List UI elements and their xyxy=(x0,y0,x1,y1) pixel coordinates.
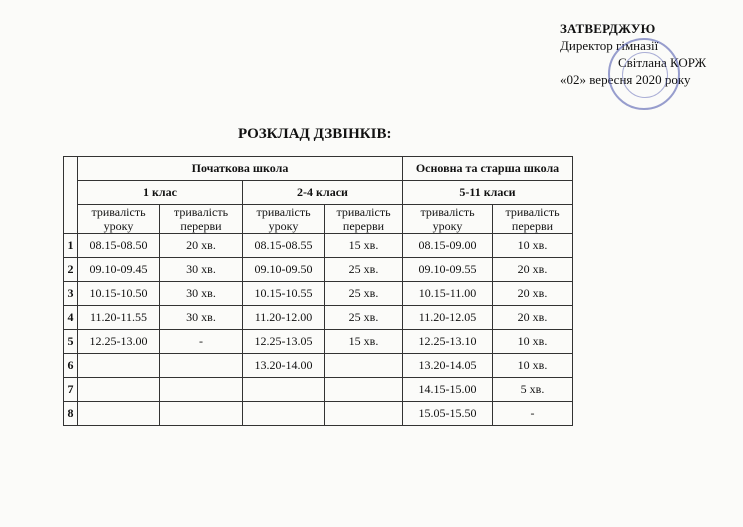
break-duration-cell: 20 хв. xyxy=(493,282,573,306)
break-duration-cell xyxy=(160,378,243,402)
lesson-time-cell: 14.15-15.00 xyxy=(403,378,493,402)
break-duration-cell: 20 хв. xyxy=(493,258,573,282)
lesson-time-cell: 11.20-11.55 xyxy=(78,306,160,330)
grade-header-2-4: 2-4 класи xyxy=(243,181,403,205)
lesson-time-cell: 13.20-14.05 xyxy=(403,354,493,378)
break-duration-cell: 25 хв. xyxy=(325,306,403,330)
lesson-time-cell xyxy=(243,378,325,402)
table-row xyxy=(64,378,573,402)
col-header: тривалість уроку xyxy=(78,205,160,234)
lesson-time-cell xyxy=(78,354,160,378)
col-header: тривалість перерви xyxy=(493,205,573,234)
lesson-time-cell: 12.25-13.05 xyxy=(243,330,325,354)
page-title: РОЗКЛАД ДЗВІНКІВ: xyxy=(238,126,392,142)
lesson-time-cell: 10.15-11.00 xyxy=(403,282,493,306)
lesson-time-cell: 09.10-09.50 xyxy=(243,258,325,282)
lesson-time-cell xyxy=(243,402,325,426)
lesson-number: 8 xyxy=(64,402,78,426)
table-row xyxy=(64,354,573,378)
table-row xyxy=(64,234,573,258)
grade-header-5-11: 5-11 класи xyxy=(403,181,573,205)
break-duration-cell: - xyxy=(160,330,243,354)
table-row xyxy=(64,402,573,426)
break-duration-cell: 30 хв. xyxy=(160,258,243,282)
break-duration-cell xyxy=(325,402,403,426)
lesson-time-cell: 12.25-13.00 xyxy=(78,330,160,354)
break-duration-cell: 5 хв. xyxy=(493,378,573,402)
approval-signatory: Світлана КОРЖ xyxy=(618,55,707,70)
lesson-time-cell: 08.15-09.00 xyxy=(403,234,493,258)
lesson-number: 7 xyxy=(64,378,78,402)
break-duration-cell xyxy=(325,378,403,402)
lesson-time-cell xyxy=(78,402,160,426)
lesson-time-cell: 10.15-10.55 xyxy=(243,282,325,306)
break-duration-cell: 20 хв. xyxy=(493,306,573,330)
approval-position: Директор гімназії xyxy=(560,38,659,53)
break-duration-cell: 15 хв. xyxy=(325,234,403,258)
break-duration-cell: 15 хв. xyxy=(325,330,403,354)
break-duration-cell: - xyxy=(493,402,573,426)
break-duration-cell: 10 хв. xyxy=(493,330,573,354)
lesson-time-cell: 08.15-08.50 xyxy=(78,234,160,258)
table-header-columns xyxy=(64,205,573,234)
lesson-time-cell: 15.05-15.50 xyxy=(403,402,493,426)
break-duration-cell: 30 хв. xyxy=(160,282,243,306)
table-header-groups xyxy=(64,157,573,181)
table-row xyxy=(64,306,573,330)
group-header-secondary: Основна та старша школа xyxy=(403,157,573,181)
bell-schedule-table xyxy=(63,156,573,426)
break-duration-cell: 30 хв. xyxy=(160,306,243,330)
break-duration-cell xyxy=(160,354,243,378)
col-header: тривалість перерви xyxy=(160,205,243,234)
lesson-number: 1 xyxy=(64,234,78,258)
col-header: тривалість перерви xyxy=(325,205,403,234)
table-header-grades xyxy=(64,181,573,205)
table-row xyxy=(64,282,573,306)
lesson-number: 6 xyxy=(64,354,78,378)
table-row xyxy=(64,330,573,354)
lesson-number: 3 xyxy=(64,282,78,306)
lesson-number: 4 xyxy=(64,306,78,330)
break-duration-cell xyxy=(325,354,403,378)
lesson-number-header xyxy=(64,157,78,234)
break-duration-cell: 25 хв. xyxy=(325,282,403,306)
break-duration-cell xyxy=(160,402,243,426)
break-duration-cell: 10 хв. xyxy=(493,354,573,378)
lesson-time-cell: 09.10-09.45 xyxy=(78,258,160,282)
lesson-time-cell: 10.15-10.50 xyxy=(78,282,160,306)
lesson-number: 2 xyxy=(64,258,78,282)
lesson-time-cell: 13.20-14.00 xyxy=(243,354,325,378)
group-header-primary: Початкова школа xyxy=(78,157,403,181)
lesson-number: 5 xyxy=(64,330,78,354)
approval-date: «02» вересня 2020 року xyxy=(560,72,691,87)
table-row xyxy=(64,258,573,282)
lesson-time-cell: 09.10-09.55 xyxy=(403,258,493,282)
col-header: тривалість уроку xyxy=(243,205,325,234)
break-duration-cell: 20 хв. xyxy=(160,234,243,258)
lesson-time-cell: 11.20-12.05 xyxy=(403,306,493,330)
lesson-time-cell: 12.25-13.10 xyxy=(403,330,493,354)
grade-header-1: 1 клас xyxy=(78,181,243,205)
lesson-time-cell: 11.20-12.00 xyxy=(243,306,325,330)
col-header: тривалість уроку xyxy=(403,205,493,234)
break-duration-cell: 10 хв. xyxy=(493,234,573,258)
break-duration-cell: 25 хв. xyxy=(325,258,403,282)
lesson-time-cell xyxy=(78,378,160,402)
approval-heading: ЗАТВЕРДЖУЮ xyxy=(560,21,656,36)
lesson-time-cell: 08.15-08.55 xyxy=(243,234,325,258)
approval-block xyxy=(560,20,735,88)
